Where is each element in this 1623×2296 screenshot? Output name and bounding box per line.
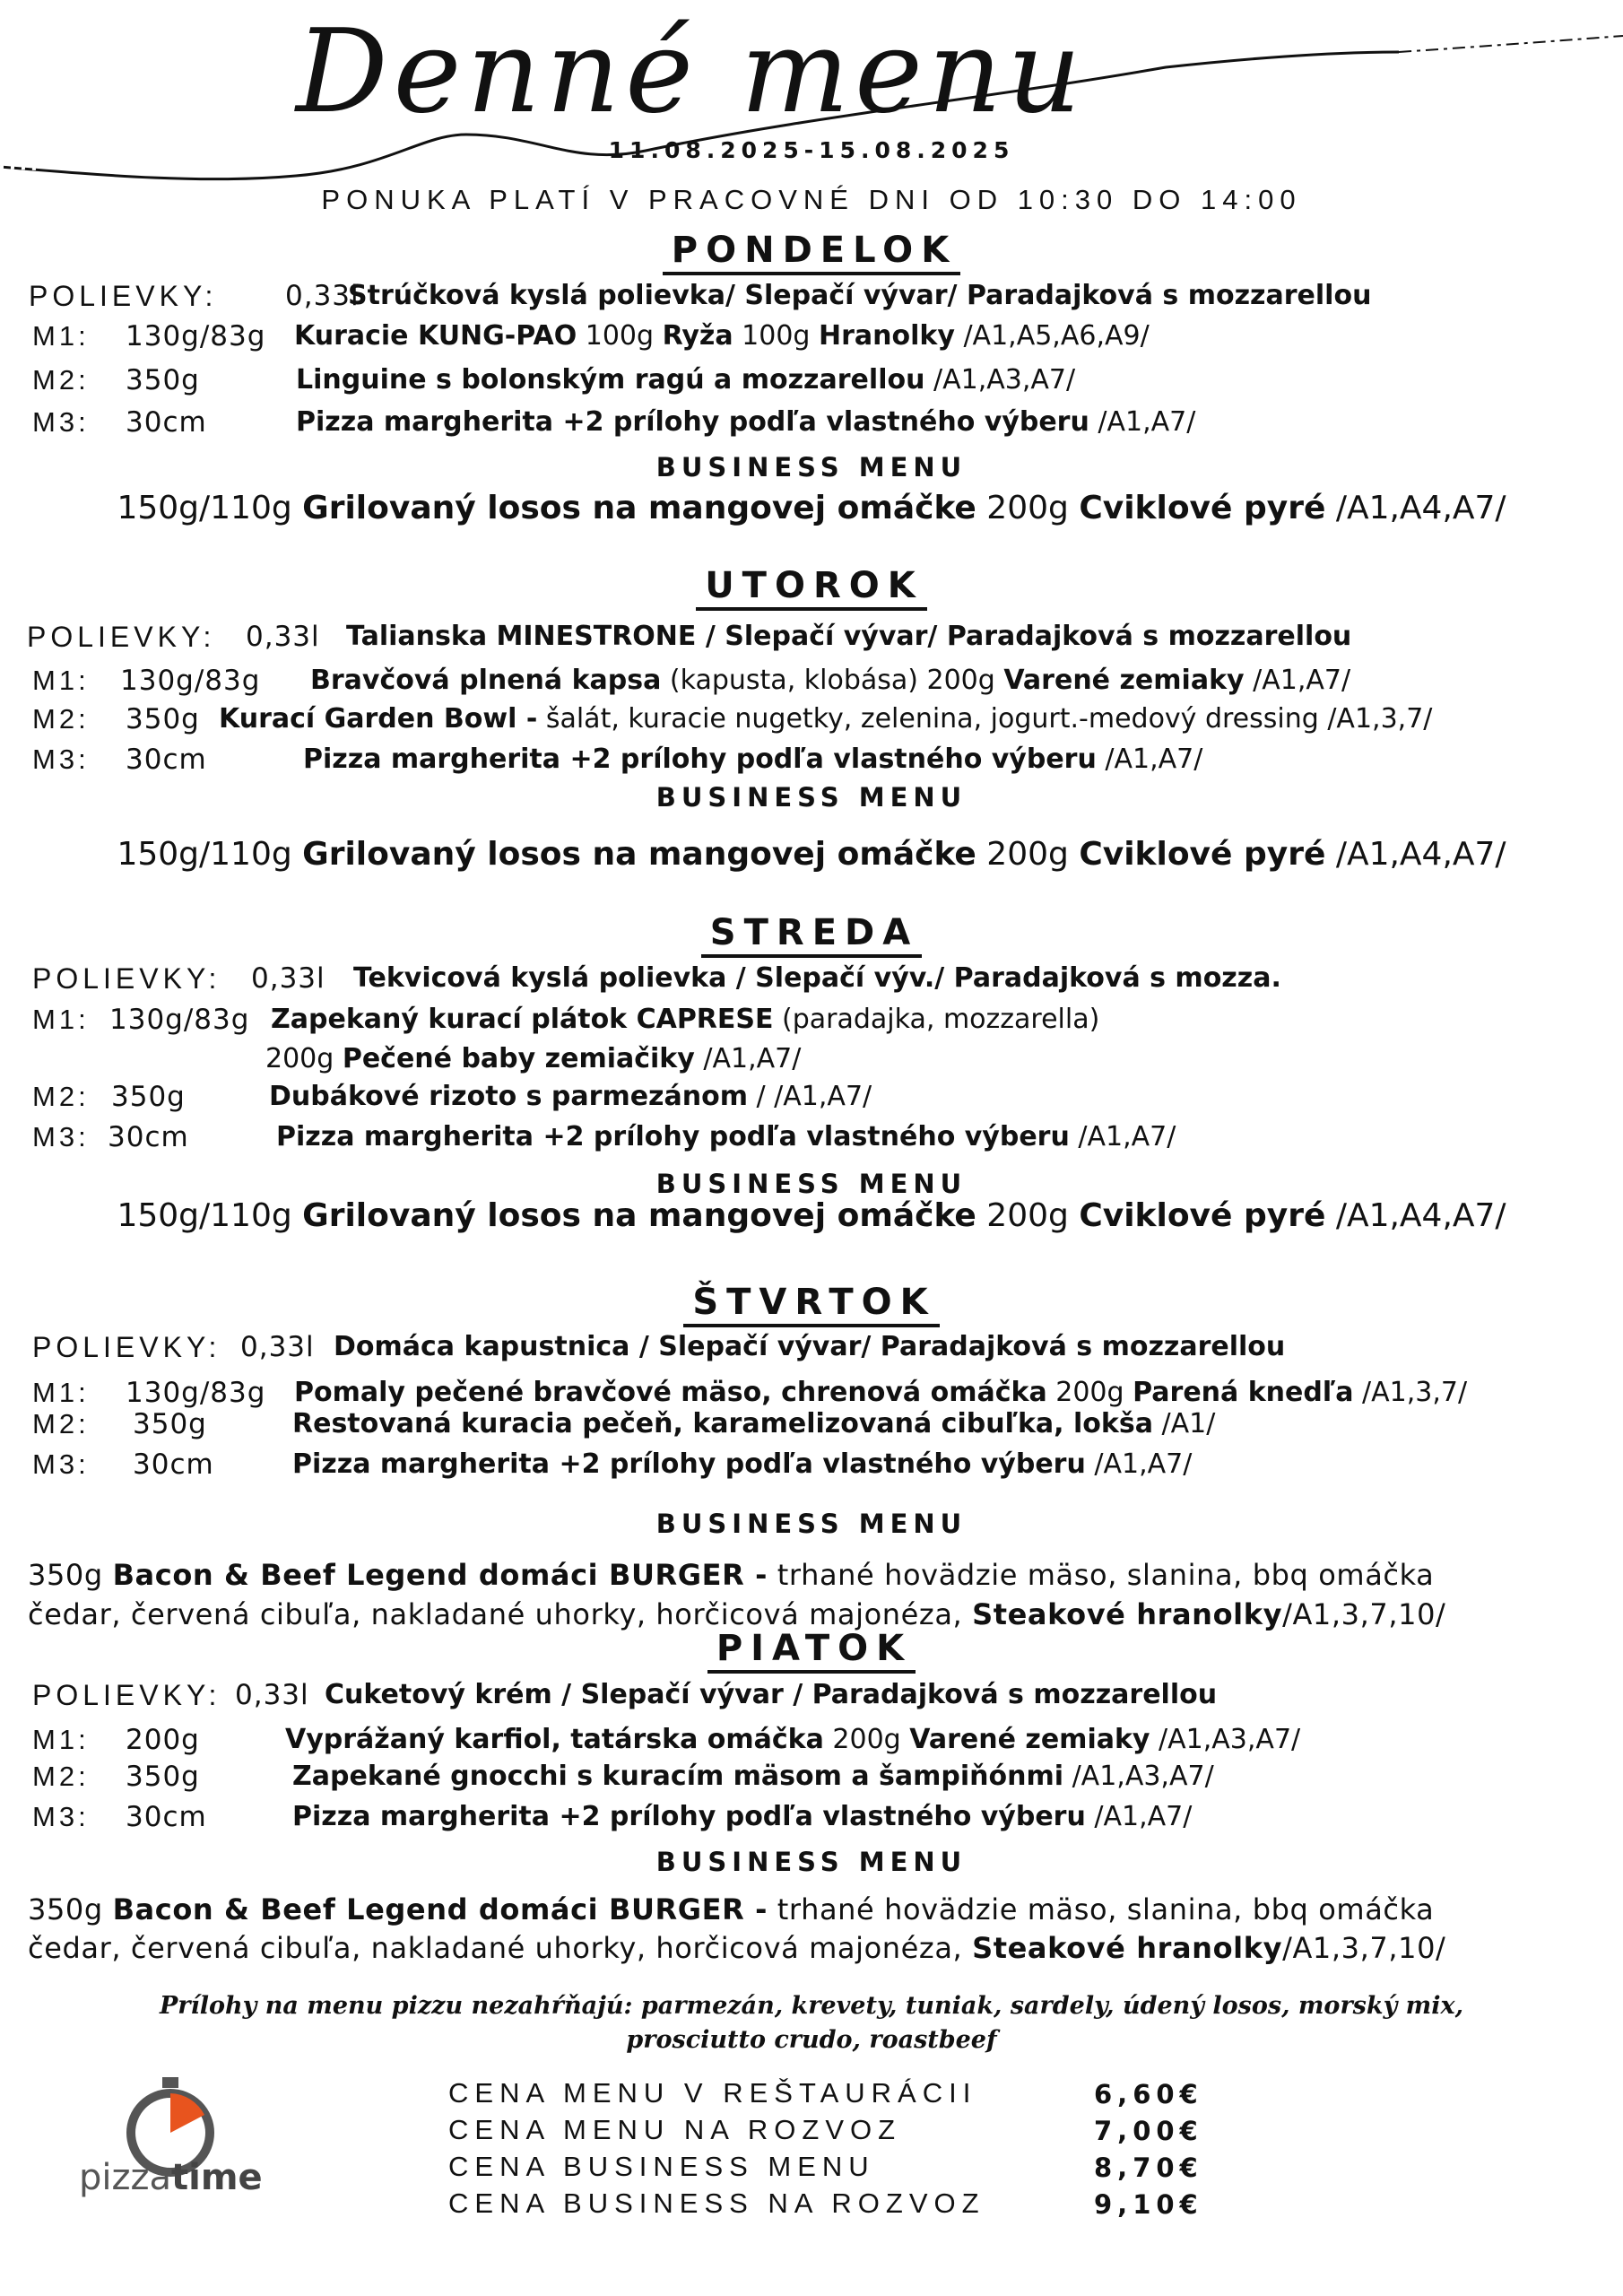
main-label: M2: bbox=[32, 1761, 90, 1792]
business-menu-heading: BUSINESS MENU bbox=[655, 1847, 968, 1877]
main-dish: Pizza margherita +2 prílohy podľa vlastného výberu /A1,A7/ bbox=[292, 1801, 1193, 1832]
main-weight: 130g/83g bbox=[126, 1377, 266, 1409]
soup-label: POLIEVKY: bbox=[27, 621, 216, 653]
business-menu-line: 150g/110g Grilovaný losos na mangovej omáčke 200g Cviklové pyré /A1,A4,A7/ bbox=[117, 1197, 1506, 1234]
main-label: M1: bbox=[32, 320, 90, 352]
soup-list: Cuketový krém / Slepačí vývar / Paradajková s mozzarellou bbox=[325, 1679, 1218, 1710]
main-dish: Pizza margherita +2 prílohy podľa vlastného výberu /A1,A7/ bbox=[292, 1448, 1193, 1480]
main-label: M3: bbox=[32, 1121, 90, 1152]
main-label: M2: bbox=[32, 1081, 90, 1112]
pizza-extras-note: prosciutto crudo, roastbeef bbox=[626, 2026, 997, 2054]
business-menu-heading: BUSINESS MENU bbox=[655, 782, 968, 813]
main-dish: Vyprážaný karfiol, tatárska omáčka 200g Varené zemiaky /A1,A3,A7/ bbox=[285, 1724, 1301, 1755]
main-weight: 30cm bbox=[126, 744, 207, 776]
price-label: CENA BUSINESS MENU bbox=[448, 2151, 875, 2182]
soup-label: POLIEVKY: bbox=[29, 280, 218, 312]
main-dish: Dubákové rizoto s parmezánom / /A1,A7/ bbox=[269, 1081, 872, 1112]
menu-title: Denné menu bbox=[296, 5, 1087, 139]
price-value: 8,70€ bbox=[1094, 2152, 1203, 2183]
main-label: M3: bbox=[32, 406, 90, 438]
main-weight: 350g bbox=[126, 703, 200, 735]
day-title-thursday: ŠTVRTOK bbox=[0, 1282, 1623, 1327]
main-dish: Zapekané gnocchi s kuracím mäsom a šampiňónmi /A1,A3,A7/ bbox=[292, 1761, 1214, 1792]
pizza-extras-note: Prílohy na menu pizzu nezahŕňajú: parmezán, krevety, tuniak, sardely, údený losos, morský mix, bbox=[159, 1992, 1463, 2020]
main-label: M2: bbox=[32, 1408, 90, 1439]
main-dish: Pizza margherita +2 prílohy podľa vlastného výberu /A1,A7/ bbox=[303, 744, 1203, 775]
business-menu-line: 350g Bacon & Beef Legend domáci BURGER - trhané hovädzie mäso, slanina, bbq omáčka bbox=[28, 1558, 1435, 1592]
price-value: 9,10€ bbox=[1094, 2189, 1203, 2220]
main-dish: Pomaly pečené bravčové mäso, chrenová omáčka 200g Parená knedľa /A1,3,7/ bbox=[294, 1377, 1468, 1408]
main-label: M2: bbox=[32, 364, 90, 396]
main-dish: Zapekaný kurací plátok CAPRESE (paradajka, mozzarella) bbox=[271, 1004, 1100, 1035]
main-label: M3: bbox=[32, 1801, 90, 1832]
soup-label: POLIEVKY: bbox=[32, 1331, 221, 1363]
main-weight: 30cm bbox=[126, 406, 207, 439]
main-label: M1: bbox=[32, 1724, 90, 1755]
business-menu-line: 150g/110g Grilovaný losos na mangovej omáčke 200g Cviklové pyré /A1,A4,A7/ bbox=[117, 836, 1506, 873]
main-weight: 350g bbox=[126, 1761, 200, 1793]
business-menu-line: čedar, červená cibuľa, nakladané uhorky, horčicová majonéza, Steakové hranolky/A1,3,7,10/ bbox=[28, 1931, 1446, 1965]
soup-list: Talianska MINESTRONE / Slepačí vývar/ Paradajková s mozzarellou bbox=[346, 621, 1352, 652]
soup-volume: 0,33l bbox=[251, 962, 325, 995]
price-value: 6,60€ bbox=[1094, 2079, 1203, 2109]
main-dish: Kuracie KUNG-PAO 100g Ryža 100g Hranolky /A1,A5,A6,A9/ bbox=[294, 320, 1150, 352]
price-label: CENA MENU V REŠTAURÁCII bbox=[448, 2077, 977, 2109]
day-title-wednesday: STREDA bbox=[0, 912, 1623, 958]
day-title-friday: PIATOK bbox=[0, 1628, 1623, 1674]
soup-volume: 0,33l bbox=[246, 621, 320, 653]
pizzatime-logo: pizzatime bbox=[79, 2157, 263, 2198]
main-weight: 30cm bbox=[126, 1801, 207, 1833]
main-dish: Bravčová plnená kapsa (kapusta, klobása) 200g Varené zemiaky /A1,A7/ bbox=[310, 665, 1351, 696]
business-menu-line: 150g/110g Grilovaný losos na mangovej omáčke 200g Cviklové pyré /A1,A4,A7/ bbox=[117, 490, 1506, 526]
day-title-tuesday: UTOROK bbox=[0, 565, 1623, 611]
soup-label: POLIEVKY: bbox=[32, 1679, 221, 1711]
date-range: 11.08.2025-15.08.2025 bbox=[608, 137, 1015, 163]
business-menu-heading: BUSINESS MENU bbox=[655, 1509, 968, 1539]
soup-label: POLIEVKY: bbox=[32, 962, 221, 995]
main-weight: 350g bbox=[126, 364, 200, 396]
main-dish: Kurací Garden Bowl - šalát, kuracie nugetky, zelenina, jogurt.-medový dressing /A1,3,7/ bbox=[219, 703, 1433, 735]
business-menu-line: čedar, červená cibuľa, nakladané uhorky, horčicová majonéza, Steakové hranolky/A1,3,7,10/ bbox=[28, 1597, 1446, 1631]
main-weight: 30cm bbox=[133, 1448, 214, 1481]
business-menu-heading: BUSINESS MENU bbox=[655, 452, 968, 483]
main-dish: Linguine s bolonským ragú a mozzarellou /A1,A3,A7/ bbox=[296, 364, 1076, 396]
main-label: M1: bbox=[32, 1377, 90, 1408]
soup-list: Domáca kapustnica / Slepačí vývar/ Paradajková s mozzarellou bbox=[334, 1331, 1286, 1362]
validity-note: PONUKA PLATÍ V PRACOVNÉ DNI OD 10:30 DO 14:00 bbox=[321, 184, 1302, 215]
soup-list: Tekvicová kyslá polievka / Slepačí výv./ Paradajková s mozza. bbox=[353, 962, 1281, 994]
business-menu-line: 350g Bacon & Beef Legend domáci BURGER - trhané hovädzie mäso, slanina, bbq omáčka bbox=[28, 1892, 1435, 1926]
main-weight: 130g/83g bbox=[120, 665, 261, 697]
price-label: CENA BUSINESS NA ROZVOZ bbox=[448, 2187, 985, 2219]
soup-volume: 0,33l bbox=[285, 280, 360, 312]
price-label: CENA MENU NA ROZVOZ bbox=[448, 2114, 902, 2145]
price-value: 7,00€ bbox=[1094, 2116, 1203, 2146]
business-menu-heading: BUSINESS MENU bbox=[655, 1169, 968, 1199]
main-label: M3: bbox=[32, 744, 90, 775]
main-dish: Restovaná kuracia pečeň, karamelizovaná cibuľka, lokša /A1/ bbox=[292, 1408, 1216, 1439]
main-weight: 30cm bbox=[108, 1121, 189, 1153]
main-dish: Pizza margherita +2 prílohy podľa vlastného výberu /A1,A7/ bbox=[296, 406, 1196, 438]
main-label: M3: bbox=[32, 1448, 90, 1480]
main-weight: 200g bbox=[126, 1724, 200, 1756]
soup-list: Strúčková kyslá polievka/ Slepačí vývar/ Paradajková s mozzarellou bbox=[348, 280, 1372, 311]
main-dish: 200g Pečené baby zemiačiky /A1,A7/ bbox=[265, 1043, 802, 1074]
day-title-monday: PONDELOK bbox=[0, 230, 1623, 275]
main-label: M1: bbox=[32, 1004, 90, 1035]
main-weight: 350g bbox=[111, 1081, 186, 1113]
main-weight: 130g/83g bbox=[109, 1004, 250, 1036]
main-weight: 130g/83g bbox=[126, 320, 266, 352]
main-label: M2: bbox=[32, 703, 90, 735]
soup-volume: 0,33l bbox=[240, 1331, 315, 1363]
main-dish: Pizza margherita +2 prílohy podľa vlastného výberu /A1,A7/ bbox=[276, 1121, 1176, 1152]
main-label: M1: bbox=[32, 665, 90, 696]
soup-volume: 0,33l bbox=[235, 1679, 309, 1711]
main-weight: 350g bbox=[133, 1408, 207, 1440]
